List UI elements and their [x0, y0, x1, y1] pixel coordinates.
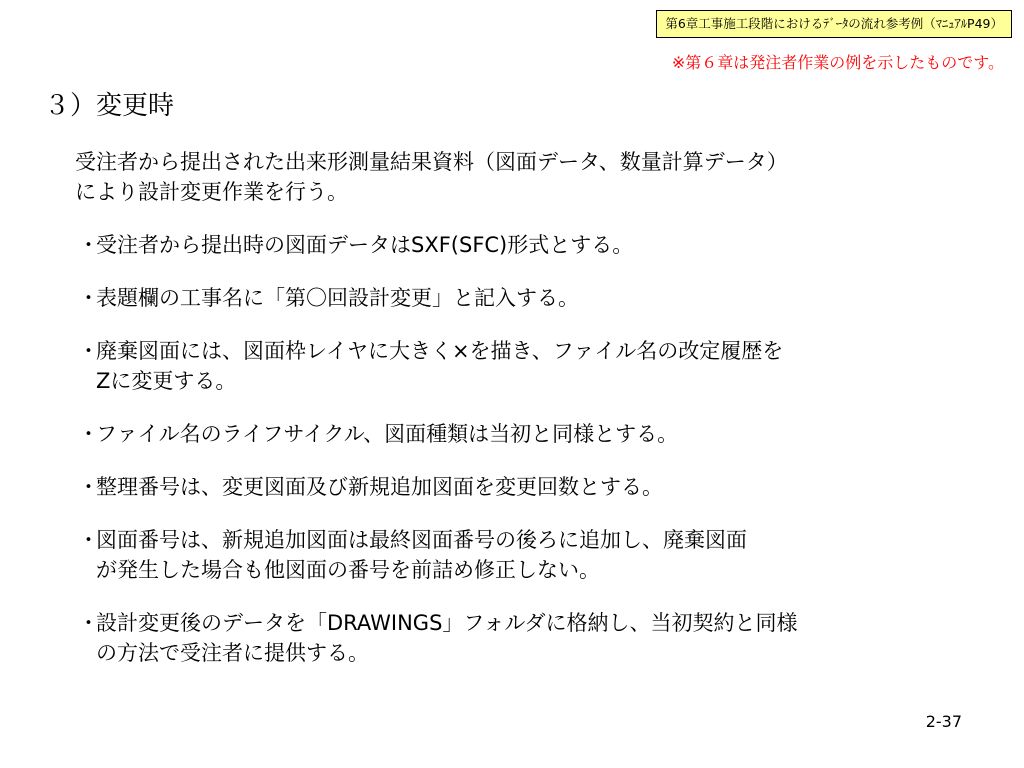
bullet-item [78, 336, 1008, 396]
bullet-mark: ・ [78, 611, 99, 635]
intro-line: 受注者から提出された出来形測量結果資料（図面データ、数量計算データ） [75, 150, 788, 174]
page-number: 2-37 [925, 712, 962, 731]
bullet-mark: ・ [78, 475, 99, 499]
red-note: ※第６章は発注者作業の例を示したものです。 [671, 53, 1004, 72]
bullet-text-continued: が発生した場合も他図面の番号を前詰め修正しない。 [96, 558, 600, 582]
reference-box: 第6章工事施工段階におけるﾃﾞｰﾀの流れ参考例（ﾏﾆｭｱﾙP49） [656, 10, 1012, 38]
bullet-text: 廃棄図面には、図面枠レイヤに大きく×を描き、ファイル名の改定履歴を [96, 339, 784, 363]
intro-line: により設計変更作業を行う。 [75, 180, 348, 204]
bullet-item [78, 608, 1008, 668]
bullet-text: 整理番号は、変更図面及び新規追加図面を変更回数とする。 [96, 475, 663, 499]
intro-paragraph [75, 147, 1005, 207]
bullet-text-continued: の方法で受注者に提供する。 [96, 641, 369, 665]
bullet-item [78, 230, 1008, 260]
bullet-item [78, 525, 1008, 585]
bullet-text: 設計変更後のデータを「DRAWINGS」フォルダに格納し、当初契約と同様 [96, 611, 798, 635]
bullet-item [78, 283, 1008, 313]
bullet-text: 受注者から提出時の図面データはSXF(SFC)形式とする。 [96, 233, 634, 257]
bullet-mark: ・ [78, 339, 99, 363]
bullet-text: 図面番号は、新規追加図面は最終図面番号の後ろに追加し、廃棄図面 [96, 528, 747, 552]
bullet-item [78, 472, 1008, 502]
bullet-text: 表題欄の工事名に「第〇回設計変更」と記入する。 [96, 286, 579, 310]
section-heading: ３）変更時 [44, 91, 175, 121]
bullet-list [78, 230, 1008, 691]
bullet-item [78, 419, 1008, 449]
bullet-mark: ・ [78, 528, 99, 552]
bullet-text: ファイル名のライフサイクル、図面種類は当初と同様とする。 [96, 422, 679, 446]
bullet-mark: ・ [78, 286, 99, 310]
bullet-mark: ・ [78, 422, 99, 446]
bullet-mark: ・ [78, 233, 99, 257]
bullet-text-continued: Zに変更する。 [96, 369, 237, 393]
